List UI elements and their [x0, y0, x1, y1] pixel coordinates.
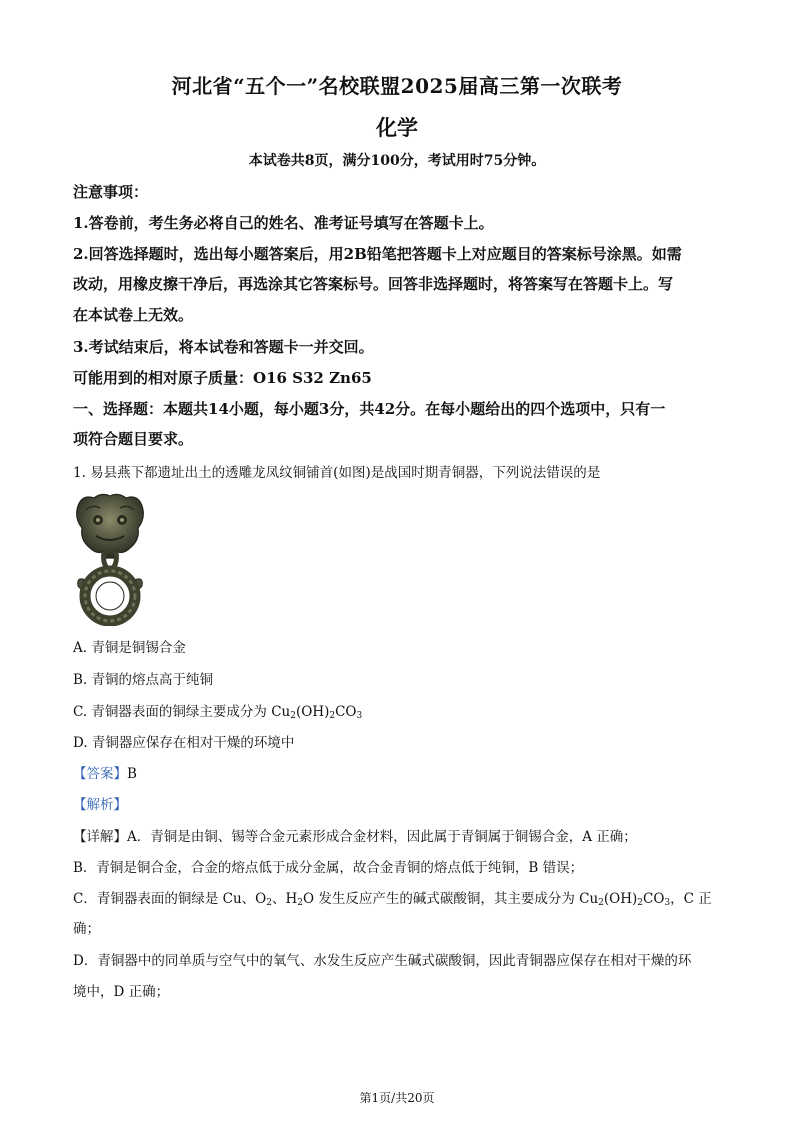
detail-a: [73, 822, 733, 852]
subscript: 2: [637, 898, 643, 908]
notes-heading: 注意事项：: [73, 183, 149, 201]
option-a: A. 青铜是铜锡合金: [73, 640, 186, 656]
detail-b: B．青铜是铜合金，合金的熔点低于成分金属，故合金青铜的熔点低于纯铜，B 错误；: [73, 860, 584, 876]
note-item-3: 3.考试结束后，将本试卷和答题卡一并交回。: [73, 338, 374, 356]
section-heading-line-1: 一、选择题：本题共14小题，每小题3分，共42分。在每小题给出的四个选项中，只有一: [73, 400, 666, 418]
detail-d-line-1: D．青铜器中的同单质与空气中的氧气、水发生反应产生碱式碳酸铜，因此青铜器应保存在相对干燥的环: [73, 953, 692, 969]
formula-part: (OH): [295, 704, 330, 720]
subscript: 2: [290, 711, 296, 721]
exam-info: 本试卷共8页，满分100分，考试用时75分钟。: [248, 153, 546, 169]
detail-c-line-2: 确；: [73, 921, 100, 937]
bronze-knocker-icon: [72, 492, 148, 626]
answer-value: B: [127, 766, 137, 782]
option-b: B. 青铜的熔点高于纯铜: [73, 672, 214, 688]
answer-line: [73, 759, 733, 789]
formula-part: CO: [335, 704, 357, 720]
section-heading-line-2: 项符合题目要求。: [73, 430, 194, 448]
detail-c: [73, 884, 733, 918]
detail-c-text: CO: [643, 891, 665, 907]
analysis-label: 【解析】: [73, 797, 127, 813]
detail-a-text: A．青铜是由铜、锡等合金元素形成合金材料，因此属于青铜属于铜锡合金，A 正确；: [127, 829, 637, 845]
note-item-2-line-1: 2.回答选择题时，选出每小题答案后，用2B铅笔把答题卡上对应题目的答案标号涂黑。如需: [73, 245, 682, 263]
note-item-2-line-3: 在本试卷上无效。: [73, 306, 194, 324]
subscript: 2: [329, 711, 336, 721]
note-item-1: 1.答卷前，考生务必将自己的姓名、准考证号填写在答题卡上。: [73, 214, 494, 232]
subscript: 2: [266, 898, 272, 908]
subject-title: 化学: [376, 115, 418, 140]
option-d: D. 青铜器应保存在相对干燥的环境中: [73, 735, 295, 751]
option-c-text: C. 青铜器表面的铜绿主要成分为 Cu: [73, 704, 291, 720]
detail-c-text: 、H: [271, 891, 298, 907]
detail-d-line-2: 境中，D 正确；: [73, 984, 170, 1000]
question-stem: 1. 易县燕下都遗址出土的透雕龙凤纹铜铺首(如图)是战国时期青铜器，下列说法错误的是: [73, 465, 601, 481]
note-item-2-line-2: 改动，用橡皮擦干净后，再选涂其它答案标号。回答非选择题时，将答案写在答题卡上。写: [73, 275, 674, 293]
detail-label: 【详解】: [73, 829, 127, 845]
bronze-door-knocker-image: [72, 492, 148, 626]
detail-c-text: C．青铜器表面的铜绿是 Cu、O: [73, 891, 267, 907]
detail-c-text: ，C 正: [670, 891, 712, 907]
detail-c-text: O 发生反应产生的碱式碳酸铜，其主要成分为 Cu: [302, 891, 599, 907]
subscript: 2: [598, 898, 604, 908]
exam-title: 河北省“五个一”名校联盟2025届高三第一次联考: [171, 74, 623, 98]
detail-c-text: (OH): [603, 891, 638, 907]
subscript: 2: [297, 898, 303, 908]
option-c: [73, 697, 733, 731]
answer-label: 【答案】: [73, 766, 127, 782]
atomic-mass-line: 可能用到的相对原子质量：O16 S32 Zn65: [73, 369, 372, 387]
subscript: 3: [664, 898, 671, 908]
page-number: 第1页/共20页: [359, 1091, 435, 1105]
subscript: 3: [356, 711, 363, 721]
